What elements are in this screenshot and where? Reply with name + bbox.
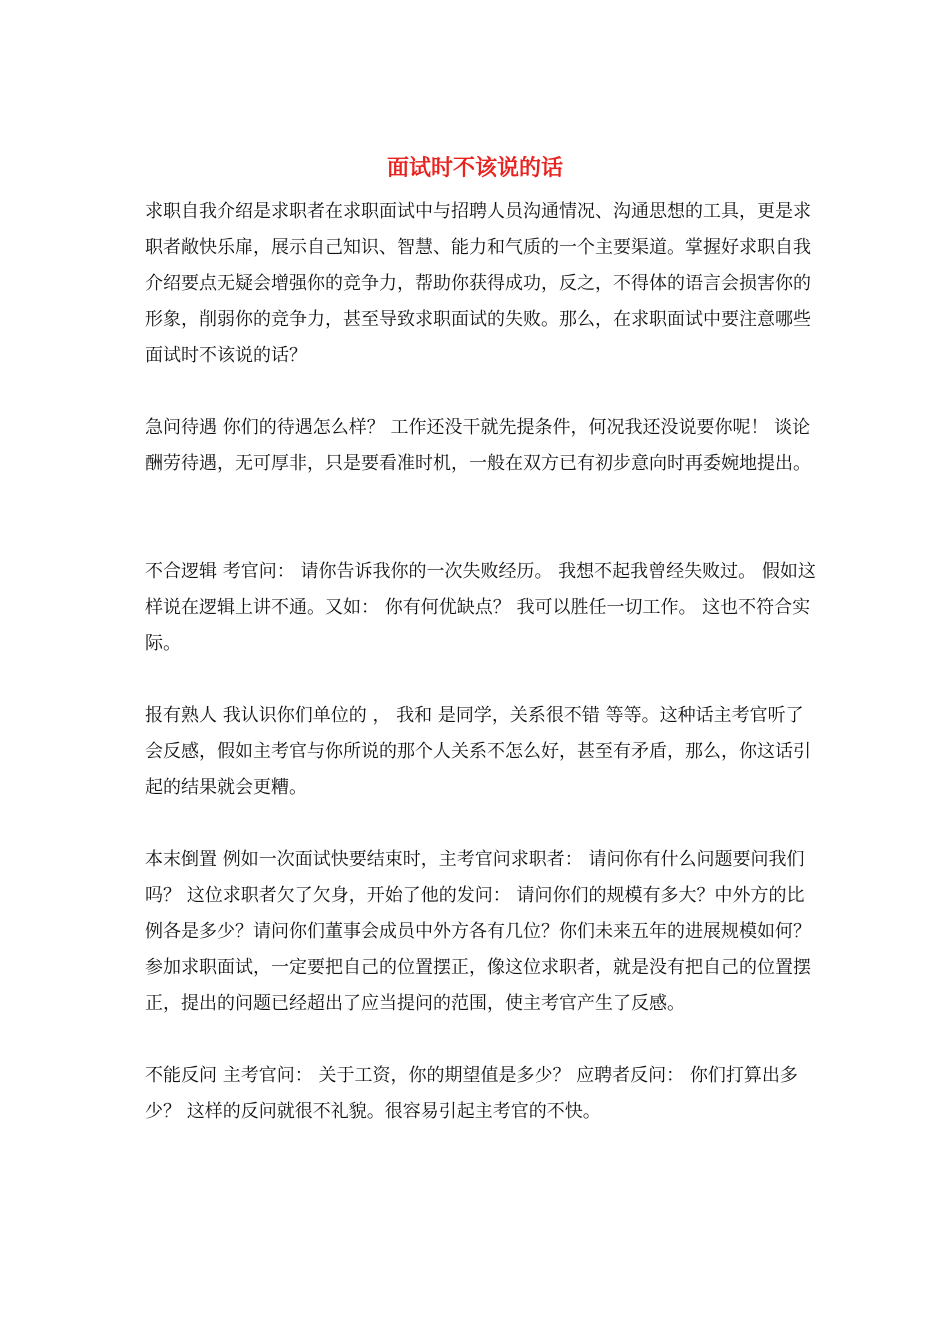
document-body xyxy=(145,194,817,1130)
paragraph-salary: 急问待遇 你们的待遇怎么样？ 工作还没干就先提条件，何况我还没说要你呢！ 谈论酬劳待遇，无可厚非，只是要看准时机，一般在双方已有初步意向时再委婉地提出。 xyxy=(145,417,811,474)
paragraph-logic: 不合逻辑 考官问： 请你告诉我你的一次失败经历。 我想不起我曾经失败过。 假如这样说在逻辑上讲不通。又如： 你有何优缺点？ 我可以胜任一切工作。 这也不符合实际。 xyxy=(145,561,816,654)
paragraph-spacer xyxy=(145,806,817,842)
paragraph-spacer xyxy=(145,482,817,554)
paragraph-spacer xyxy=(145,374,817,410)
paragraph-intro: 求职自我介绍是求职者在求职面试中与招聘人员沟通情况、沟通思想的工具，更是求职者敞快乐扉，展示自己知识、智慧、能力和气质的一个主要渠道。掌握好求职自我介绍要点无疑会增强你的竞争力，帮助你获得成功，反之，不得体的语言会损害你的形象，削弱你的竞争力，甚至导致求职面试的失败。那么，在求职面试中要注意哪些面试时不该说的话？ xyxy=(145,201,811,366)
paragraph-priority: 本末倒置 例如一次面试快要结束时，主考官问求职者： 请问你有什么问题要问我们吗？ 这位求职者欠了欠身，开始了他的发问： 请问你们的规模有多大？中外方的比例各是多少？请问你们董事会成员中外方各有几位？你们未来五年的进展规模如何？ 参加求职面试，一定要把自己的位置摆正，像这位求职者，就是没有把自己的位置摆正，提出的问题已经超出了应当提问的范围，使主考官产生了反感。 xyxy=(145,849,811,1014)
paragraph-spacer xyxy=(145,662,817,698)
document-title: 面试时不该说的话 xyxy=(386,155,563,181)
paragraph-spacer xyxy=(145,1022,817,1058)
paragraph-counter-question: 不能反问 主考官问： 关于工资，你的期望值是多少？ 应聘者反问： 你们打算出多少？ 这样的反问就很不礼貌。很容易引起主考官的不快。 xyxy=(145,1065,798,1122)
paragraph-acquaintance: 报有熟人 我认识你们单位的 ， 我和 是同学，关系很不错 等等。这种话主考官听了会反感，假如主考官与你所说的那个人关系不怎么好，甚至有矛盾，那么，你这话引起的结果就会更糟。 xyxy=(145,705,811,798)
